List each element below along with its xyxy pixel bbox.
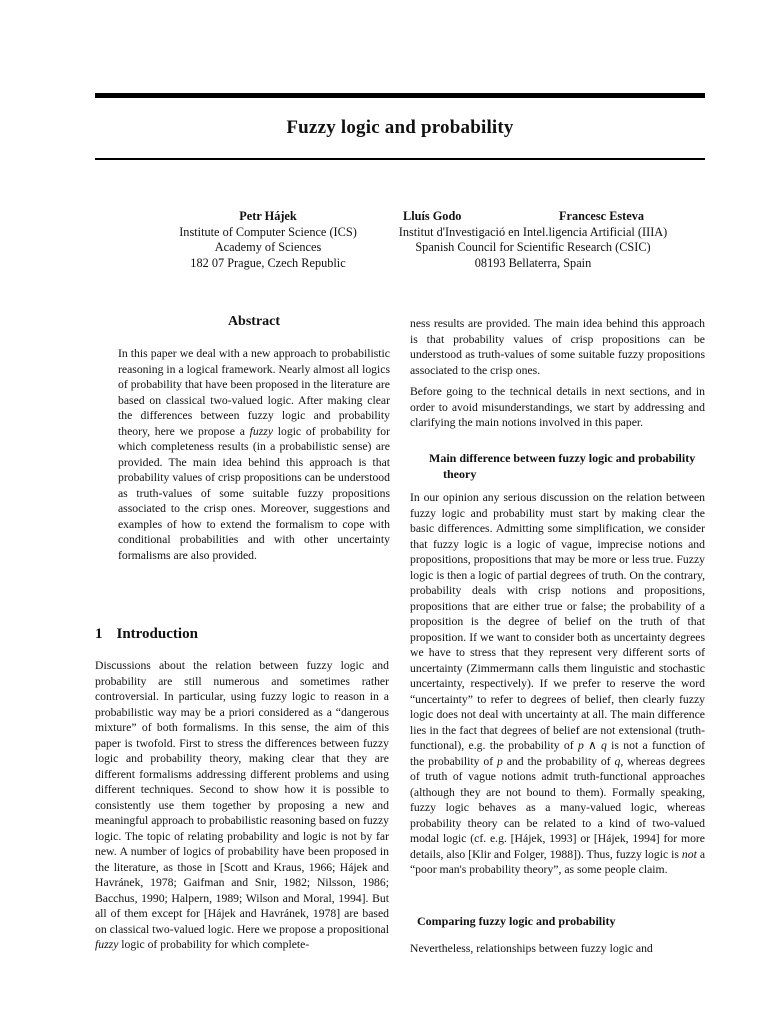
author-name: Lluís Godo bbox=[403, 209, 462, 223]
body-paragraph: Before going to the technical details in next sections, and in order to avoid misunderstandings, we start by addressing and clarifying the main notions involved in this paper. bbox=[410, 385, 705, 429]
formula: p ∧ q bbox=[577, 739, 607, 752]
bottom-rule bbox=[95, 158, 705, 160]
right-column-bottom bbox=[410, 941, 705, 957]
author-left bbox=[168, 209, 368, 271]
abstract-text: logic of probability for which completeness results (in a probabilistic sense) are provided. The main idea behind this approach is that probability values of crisp propositions can be understood as truth-values of some suitable fuzzy propositions associated to the crisp ones. Moreover, suggestions and examples of how to extend the formalism to cope with conditional probabilities and with other uncertainty formalisms are also provided. bbox=[118, 424, 390, 562]
abstract-body bbox=[118, 346, 390, 563]
intro-body bbox=[95, 658, 389, 953]
section-number: 1 bbox=[95, 626, 103, 642]
author-name: Petr Hájek bbox=[239, 209, 297, 223]
math-variable: q bbox=[614, 754, 621, 768]
abstract-emphasis: fuzzy bbox=[249, 424, 274, 438]
section-title: Introduction bbox=[116, 626, 198, 642]
affiliation-line: 182 07 Prague, Czech Republic bbox=[190, 255, 346, 270]
affiliation-line: 08193 Bellaterra, Spain bbox=[474, 255, 592, 270]
author-name: Francesc Esteva bbox=[559, 209, 645, 223]
intro-paragraph bbox=[95, 658, 389, 953]
intro-text: Discussions about the relation between fuzzy logic and probability are still numerous and sometimes rather controversial. In particular, using fuzzy logic to reason in a probabilistic way may be a priori considered as a “dangerous mixture” of both formalisms. In this sense, the aim of this paper is twofold. First to stress the differences between fuzzy logic and probability theory, making clear that they are different formalisms addressing different problems and using different techniques. Second to show how it is possible to consistently use them together by proposing a new and meaningful approach to probabilistic reasoning based on fuzzy logic. The topic of relating probability and logic is not by far new. A number of logics of probability have been proposed in the literature, as those in [Scott and Kraus, 1966; Hájek and Havránek, 1978; Gaifman and Snir, 1982; Nilsson, 1986; Bacchus, 1990; Halpern, 1989; Wilson and Moral, 1994]. But all of them except for [Hájek and Havránek, 1978] are based on classical two-valued logic. Here we propose a propositional bbox=[95, 659, 389, 936]
body-emphasis: not bbox=[681, 847, 697, 861]
body-paragraph: ness results are provided. The main idea behind this approach is that probability values of crisp propositions can be understood as truth-values of some suitable fuzzy propositions associated to the crisp ones. bbox=[410, 317, 705, 377]
affiliation-line: Institute of Computer Science (ICS) bbox=[179, 224, 357, 239]
affiliation-line: Spanish Council for Scientific Research (CSIC) bbox=[415, 240, 651, 255]
subsection-heading bbox=[415, 451, 705, 482]
subsection-title: Main difference between fuzzy logic and probability theory bbox=[429, 451, 696, 481]
subsection-heading bbox=[417, 914, 707, 930]
right-column-top bbox=[410, 316, 705, 431]
intro-emphasis: fuzzy bbox=[95, 938, 119, 951]
math-variable: p bbox=[496, 754, 503, 768]
right-column-middle bbox=[410, 490, 705, 878]
body-text: , whereas degrees of truth of vague notions admit truth-functional approaches (although they are not bound to them). Formally speaking, fuzzy logic behaves as a many-valued logic, whereas probability theory can be related to a kind of two-valued modal logic (cf. e.g. [Hájek, 1993] or [Hájek, 1994] for more details, also [Klir and Folger, 1988]). Thus, fuzzy logic is bbox=[410, 754, 705, 861]
author-right bbox=[381, 209, 685, 271]
body-text: and the probability of bbox=[502, 754, 615, 768]
abstract-text: In this paper we deal with a new approach to probabilistic reasoning in a logical framework. Nearly almost all logics of probability that have been proposed in the literature are based on classical two-valued logic. After making clear the differences between fuzzy logic and probability theory, here we propose a bbox=[118, 347, 390, 438]
abstract-heading: Abstract bbox=[227, 314, 281, 329]
subsection-title: Comparing fuzzy logic and probability bbox=[417, 914, 616, 928]
affiliation-line: Academy of Sciences bbox=[214, 240, 322, 255]
top-rule bbox=[95, 93, 705, 98]
body-paragraph bbox=[410, 490, 705, 878]
paper-title: Fuzzy logic and probability bbox=[286, 117, 514, 138]
author-names bbox=[381, 209, 685, 225]
body-text: a “poor man's probability theory”, as some people claim. bbox=[410, 847, 706, 876]
abstract-paragraph bbox=[118, 346, 390, 563]
section-heading bbox=[95, 626, 198, 643]
body-text: is not a function of the probability of bbox=[410, 739, 705, 768]
intro-text: logic of probability for which complete- bbox=[118, 938, 310, 951]
affiliation-line: Institut d'Investigació en Intel.ligencia Artificial (IIIA) bbox=[398, 224, 668, 239]
body-paragraph: Nevertheless, relationships between fuzzy logic and bbox=[410, 942, 653, 955]
body-text: In our opinion any serious discussion on the relation between fuzzy logic and probability must start by making clear the basic differences. Admitting some simplification, we consider that fuzzy logic is a logic of vague, imprecise notions and propositions, propositions that may be more or less true. Fuzzy logic is then a logic of partial degrees of truth. On the contrary, probability deals with crisp notions and propositions, propositions that are either true or false; the probability of a proposition is the degree of belief on the truth of that proposition. If we want to consider both as uncertainty degrees we have to stress that they represent very different sorts of uncertainty (Zimmermann calls them linguistic and stochastic uncertainty, respectively). If we prefer to reserve the word “uncertainty” to refer to degrees of belief, then clearly fuzzy logic does not deal with uncertainty at all. The main difference lies in the fact that degrees of belief are not extensional (truth-functional), e.g. the probability of bbox=[410, 491, 705, 752]
